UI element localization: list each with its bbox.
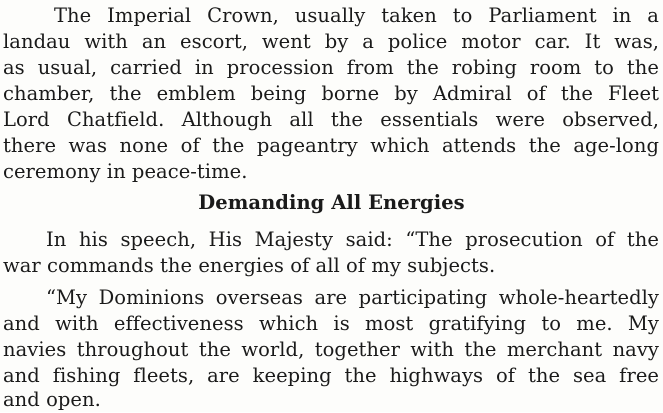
paragraph-3-line-2: and with effectiveness which is most gratifying to me. My bbox=[3, 312, 659, 335]
paragraph-2-line-2: war commands the energies of all of my subjects. bbox=[3, 254, 496, 277]
paragraph-3-line-4: and fishing fleets, are keeping the highways of the sea free bbox=[3, 364, 659, 387]
paragraph-3-line-1: “My Dominions overseas are participating whole-heartedly bbox=[46, 286, 659, 309]
paragraph-1-line-7: ceremony in peace-time. bbox=[3, 160, 248, 183]
paragraph-1-line-6: there was none of the pageantry which attends the age-long bbox=[3, 134, 659, 157]
paragraph-1-line-3: as usual, carried in procession from the robing room to the bbox=[3, 56, 659, 79]
paragraph-1-line-1: The Imperial Crown, usually taken to Parliament in a bbox=[54, 4, 659, 27]
paragraph-1-line-5: Lord Chatfield. Although all the essentials were observed, bbox=[3, 108, 659, 131]
paragraph-3-line-3: navies throughout the world, together with the merchant navy bbox=[3, 338, 659, 361]
section-heading: Demanding All Energies bbox=[198, 191, 465, 214]
paragraph-2-line-1: In his speech, His Majesty said: “The prosecution of the bbox=[46, 228, 659, 251]
paragraph-3-line-5: and open. bbox=[3, 388, 101, 411]
paragraph-1-line-2: landau with an escort, went by a police motor car. It was, bbox=[3, 30, 659, 53]
paragraph-1-line-4: chamber, the emblem being borne by Admiral of the Fleet bbox=[3, 82, 659, 105]
